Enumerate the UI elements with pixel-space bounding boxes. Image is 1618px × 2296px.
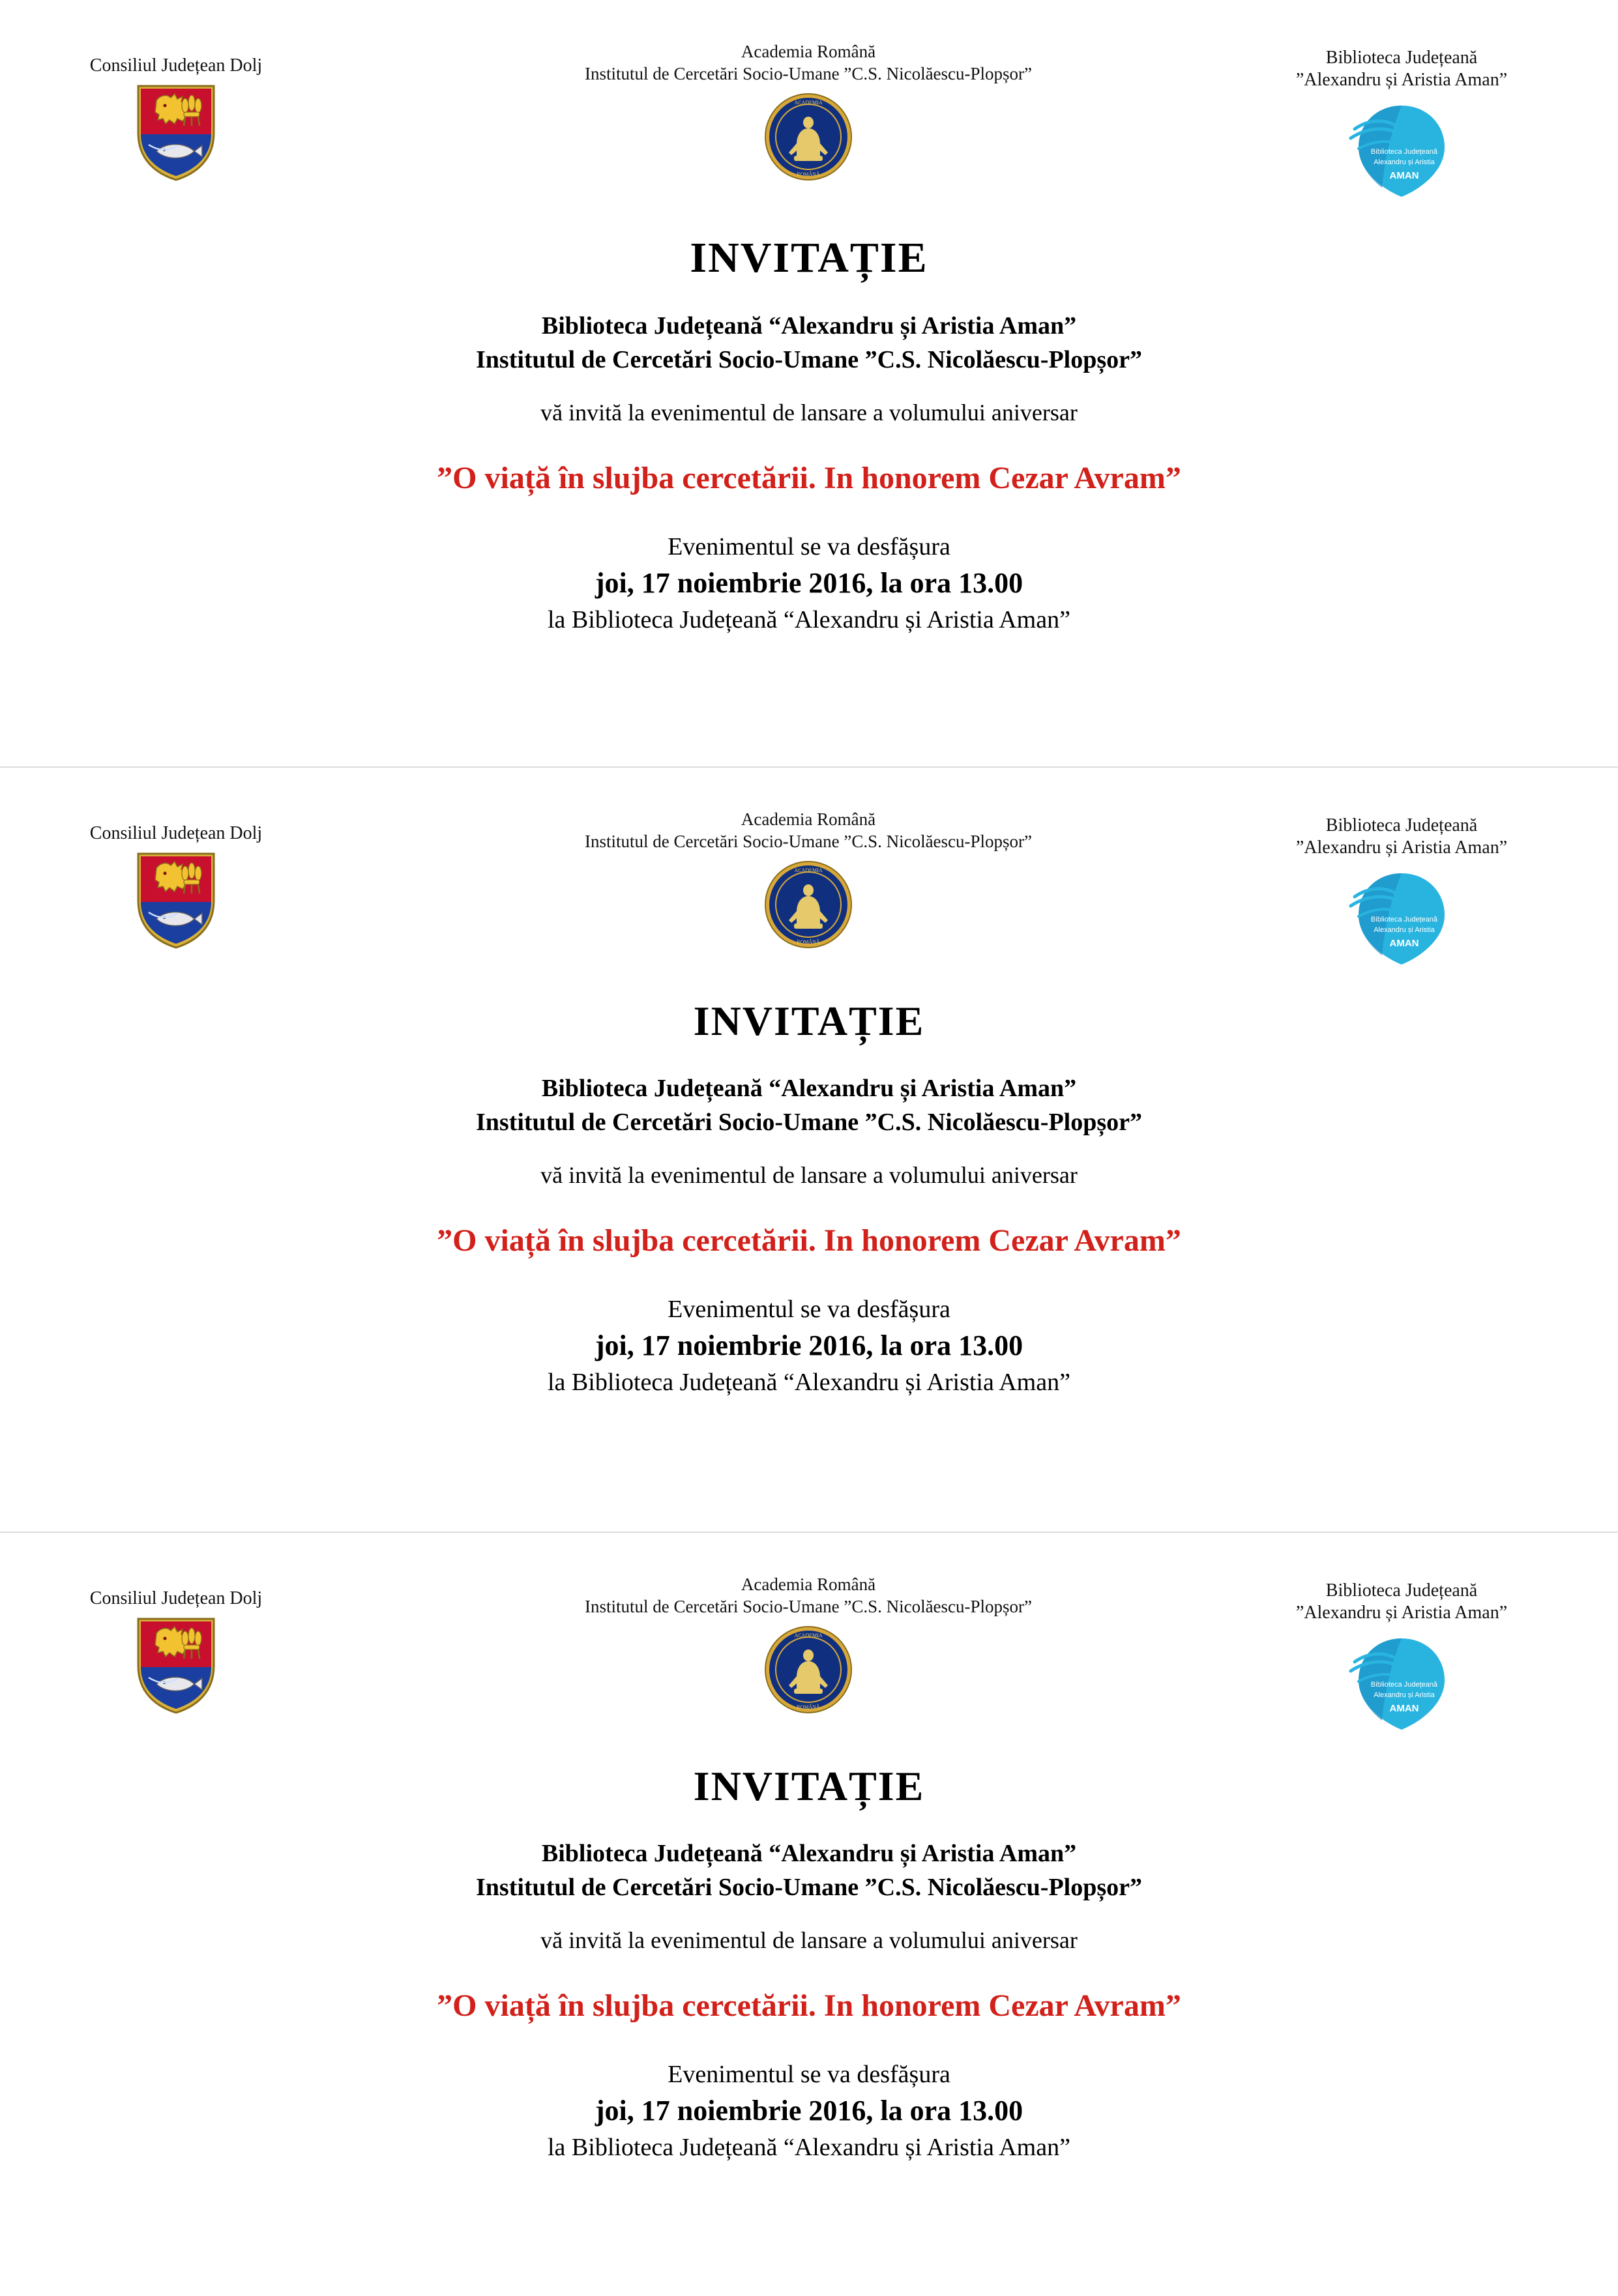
svg-text:ACADEMIA: ACADEMIA <box>794 1633 823 1638</box>
book-title: ”O viață în slujba cercetării. In honorem Cezar Avram” <box>437 1988 1181 2023</box>
header-center-org <box>482 1573 1134 1715</box>
header-left-org <box>39 1588 313 1714</box>
svg-text:Biblioteca Județeană: Biblioteca Județeană <box>1370 916 1438 923</box>
svg-text:Alexandru și Aristia: Alexandru și Aristia <box>1374 926 1435 934</box>
header-right-org <box>1226 47 1578 202</box>
biblioteca-aman-logo-icon <box>1336 865 1467 970</box>
center-org-line1: Academia Română <box>741 42 876 61</box>
event-date: joi, 17 noiembrie 2016, la ora 13.00 <box>595 2095 1023 2127</box>
left-org-label: Consiliul Județean Dolj <box>89 55 263 76</box>
right-org-line1: Biblioteca Județeană <box>1325 815 1478 836</box>
svg-text:Alexandru și Aristia: Alexandru și Aristia <box>1374 158 1435 166</box>
center-org-line2: Institutul de Cercetări Socio-Umane ”C.S. Nicolăescu-Plopșor” <box>584 832 1033 851</box>
event-date: joi, 17 noiembrie 2016, la ora 13.00 <box>595 567 1023 599</box>
institution-line-2: Institutul de Cercetări Socio-Umane ”C.S. Nicolăescu-Plopșor” <box>475 1109 1143 1136</box>
event-place: la Biblioteca Județeană “Alexandru și Aristia Aman” <box>548 606 1070 633</box>
header-logos-row <box>0 1533 1618 1728</box>
invite-line: vă invită la evenimentul de lansare a volumului aniversar <box>540 1927 1078 1953</box>
right-org-line1: Biblioteca Județeană <box>1325 48 1478 68</box>
left-org-label: Consiliul Județean Dolj <box>89 823 263 843</box>
page-title: INVITAȚIE <box>690 234 928 282</box>
left-logo-wrap <box>39 83 313 181</box>
invite-line: vă invită la evenimentul de lansare a volumului aniversar <box>540 400 1078 426</box>
center-logo-wrap <box>482 1624 1134 1715</box>
book-title: ”O viață în slujba cercetării. In honorem Cezar Avram” <box>437 461 1181 495</box>
svg-text:ACADEMIA: ACADEMIA <box>794 867 823 873</box>
svg-text:AMAN: AMAN <box>1389 938 1419 949</box>
header-logos-row <box>0 0 1618 196</box>
svg-text:ACADEMIA: ACADEMIA <box>794 100 823 106</box>
center-logo-wrap <box>482 859 1134 950</box>
academia-romana-seal-icon <box>763 91 854 182</box>
institution-line-1: Biblioteca Județeană “Alexandru și Aristia Aman” <box>541 312 1077 340</box>
center-org-line2: Institutul de Cercetări Socio-Umane ”C.S. Nicolăescu-Plopșor” <box>584 64 1033 83</box>
dolj-county-coat-of-arms-icon <box>134 1616 218 1714</box>
invite-line: vă invită la evenimentul de lansare a volumului aniversar <box>540 1162 1078 1188</box>
right-org-line2: ”Alexandru și Aristia Aman” <box>1295 1603 1508 1623</box>
institution-line-2: Institutul de Cercetări Socio-Umane ”C.S. Nicolăescu-Plopșor” <box>475 1874 1143 1901</box>
event-intro: Evenimentul se va desfășura <box>668 1296 950 1323</box>
biblioteca-aman-logo-icon <box>1336 1631 1467 1735</box>
invitation-panel-2 <box>0 766 1618 1533</box>
event-intro: Evenimentul se va desfășura <box>668 533 950 560</box>
invitation-body <box>0 233 1618 637</box>
event-intro: Evenimentul se va desfășura <box>668 2061 950 2088</box>
event-date: joi, 17 noiembrie 2016, la ora 13.00 <box>595 1330 1023 1361</box>
svg-text:ROMÂNĂ: ROMÂNĂ <box>797 939 820 945</box>
svg-text:AMAN: AMAN <box>1389 170 1419 181</box>
event-place: la Biblioteca Județeană “Alexandru și Aristia Aman” <box>548 2134 1070 2161</box>
svg-text:ROMÂNĂ: ROMÂNĂ <box>797 1704 820 1710</box>
header-logos-row <box>0 768 1618 963</box>
right-logo-wrap <box>1226 865 1578 970</box>
right-logo-wrap <box>1226 1631 1578 1735</box>
book-title: ”O viață în slujba cercetării. In honorem Cezar Avram” <box>437 1223 1181 1258</box>
academia-romana-seal-icon <box>763 859 854 950</box>
center-org-line2: Institutul de Cercetări Socio-Umane ”C.S. Nicolăescu-Plopșor” <box>584 1597 1033 1616</box>
header-right-org <box>1226 815 1578 970</box>
institution-line-1: Biblioteca Județeană “Alexandru și Aristia Aman” <box>541 1840 1077 1867</box>
right-org-line2: ”Alexandru și Aristia Aman” <box>1295 70 1508 90</box>
header-center-org <box>482 808 1134 950</box>
academia-romana-seal-icon <box>763 1624 854 1715</box>
header-left-org <box>39 55 313 181</box>
institution-line-1: Biblioteca Județeană “Alexandru și Aristia Aman” <box>541 1075 1077 1102</box>
right-org-line2: ”Alexandru și Aristia Aman” <box>1295 837 1508 858</box>
right-org-line1: Biblioteca Județeană <box>1325 1580 1478 1601</box>
left-logo-wrap <box>39 851 313 949</box>
dolj-county-coat-of-arms-icon <box>134 851 218 949</box>
svg-text:Biblioteca Județeană: Biblioteca Județeană <box>1370 148 1438 156</box>
invitation-body <box>0 1762 1618 2164</box>
header-center-org <box>482 40 1134 182</box>
right-logo-wrap <box>1226 98 1578 202</box>
invitation-panel-1 <box>0 0 1618 766</box>
dolj-county-coat-of-arms-icon <box>134 83 218 181</box>
header-right-org <box>1226 1580 1578 1735</box>
page-title: INVITAȚIE <box>693 1763 925 1809</box>
invitation-body <box>0 997 1618 1399</box>
svg-text:ROMÂNĂ: ROMÂNĂ <box>797 171 820 177</box>
event-place: la Biblioteca Județeană “Alexandru și Aristia Aman” <box>548 1369 1070 1396</box>
invitation-panel-3 <box>0 1533 1618 2296</box>
svg-text:AMAN: AMAN <box>1389 1703 1419 1714</box>
center-org-line1: Academia Română <box>741 809 876 829</box>
page-title: INVITAȚIE <box>693 998 925 1044</box>
center-org-line1: Academia Română <box>741 1575 876 1594</box>
left-logo-wrap <box>39 1616 313 1714</box>
svg-text:Alexandru și Aristia: Alexandru și Aristia <box>1374 1691 1435 1699</box>
header-left-org <box>39 822 313 949</box>
institution-line-2: Institutul de Cercetări Socio-Umane ”C.S. Nicolăescu-Plopșor” <box>475 346 1143 373</box>
svg-text:Biblioteca Județeană: Biblioteca Județeană <box>1370 1681 1438 1689</box>
center-logo-wrap <box>482 91 1134 182</box>
biblioteca-aman-logo-icon <box>1336 98 1467 202</box>
left-org-label: Consiliul Județean Dolj <box>89 1588 263 1608</box>
